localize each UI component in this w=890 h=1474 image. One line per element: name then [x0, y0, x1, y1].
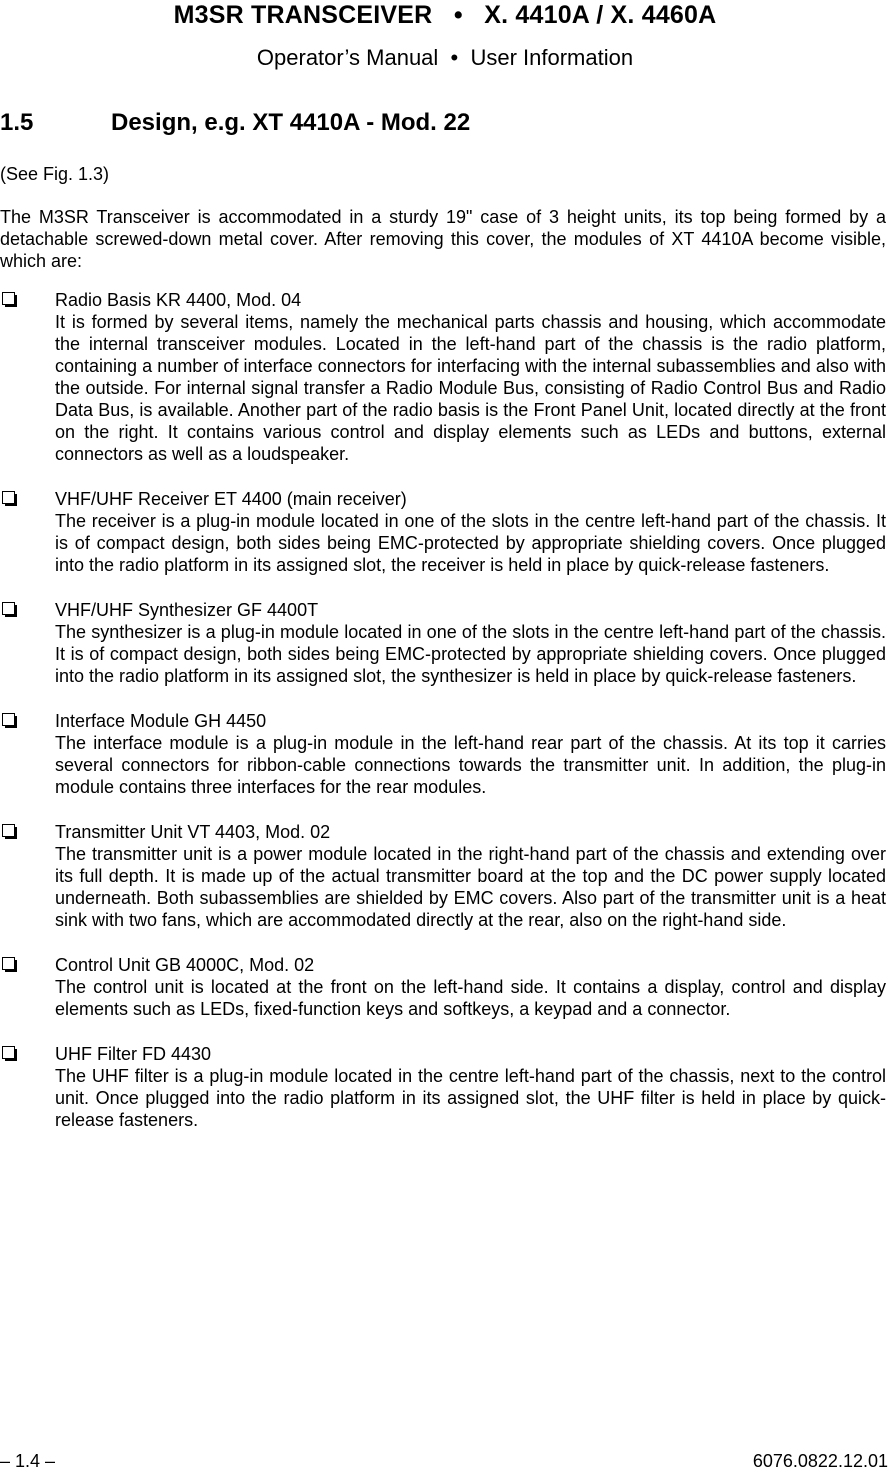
checkbox-bullet-icon [2, 602, 15, 615]
list-item [0, 488, 886, 576]
list-item [0, 954, 886, 1020]
module-description: The synthesizer is a plug-in module located in one of the slots in the centre left-hand part of the chassis. It is of compact design, both sides being EMC-protected by appropriate shielding covers. Once plugged into the radio platform in its assigned slot, the synthesizer is held in place by quick-release fasteners. [55, 622, 886, 686]
checkbox-bullet-icon [2, 824, 15, 837]
module-name: Transmitter Unit VT 4403, Mod. 02 [55, 822, 331, 842]
module-name: VHF/UHF Receiver ET 4400 (main receiver) [55, 489, 407, 509]
module-list [0, 289, 886, 1154]
section-title: Design, e.g. XT 4410A - Mod. 22 [111, 109, 471, 136]
section-heading [0, 106, 470, 140]
module-name: Control Unit GB 4000C, Mod. 02 [55, 955, 315, 975]
module-description: The UHF filter is a plug-in module located in the centre left-hand part of the chassis, next to the control unit. Once plugged into the radio platform in its assigned slot, the UHF filter is held in place by quick-release fasteners. [55, 1066, 886, 1130]
list-item [0, 821, 886, 931]
module-description: The control unit is located at the front on the left-hand side. It contains a display, control and display elements such as LEDs, fixed-function keys and softkeys, a keypad and a connector. [55, 977, 886, 1019]
list-item [0, 710, 886, 798]
page-number: – 1.4 – [0, 1451, 56, 1471]
module-name: VHF/UHF Synthesizer GF 4400T [55, 600, 319, 620]
module-description: The interface module is a plug-in module in the left-hand rear part of the chassis. At its top it carries several connectors for ribbon-cable connections towards the transmitter unit. In addition, the plug-in module contains three interfaces for the rear modules. [55, 733, 886, 797]
document-number: 6076.0822.12.01 [752, 1451, 888, 1471]
module-description: It is formed by several items, namely the mechanical parts chassis and housing, which accommodate the internal transceiver modules. Located in the left-hand part of the chassis is the radio platform, containing a number of interface connectors for interfacing with the internal subassemblies and also with the outside. For internal signal transfer a Radio Module Bus, consisting of Radio Control Bus and Radio Data Bus, is available. Another part of the radio basis is the Front Panel Unit, located directly at the front on the right. It contains various control and display elements such as LEDs and buttons, external connectors as well as a loudspeaker. [55, 312, 886, 464]
section-number: 1.5 [0, 109, 34, 136]
list-item [0, 289, 886, 465]
checkbox-bullet-icon [2, 491, 15, 504]
module-name: Interface Module GH 4450 [55, 711, 267, 731]
figure-reference: (See Fig. 1.3) [0, 164, 110, 184]
module-description: The transmitter unit is a power module located in the right-hand part of the chassis and extending over its full depth. It is made up of the actual transmitter board at the top and the DC power supply located underneath. Both subassemblies are shielded by EMC covers. Also part of the transmitter unit is a heat sink with two fans, which are accommodated directly at the rear, also on the right-hand side. [55, 844, 886, 930]
module-name: UHF Filter FD 4430 [55, 1044, 212, 1064]
checkbox-bullet-icon [2, 292, 15, 305]
module-description: The receiver is a plug-in module located in one of the slots in the centre left-hand part of the chassis. It is of compact design, both sides being EMC-protected by appropriate shielding covers. Once plugged into the radio platform in its assigned slot, the receiver is held in place by quick-release fasteners. [55, 511, 886, 575]
list-item [0, 1043, 886, 1131]
checkbox-bullet-icon [2, 1046, 15, 1059]
intro-paragraph: The M3SR Transceiver is accommodated in a sturdy 19" case of 3 height units, its top being formed by a detachable screwed-down metal cover. After removing this cover, the modules of XT 4410A become visible, which are: [0, 207, 886, 271]
page-header-title: M3SR TRANSCEIVER • X. 4410A / X. 4460A [173, 1, 717, 29]
checkbox-bullet-icon [2, 957, 15, 970]
module-name: Radio Basis KR 4400, Mod. 04 [55, 290, 302, 310]
list-item [0, 599, 886, 687]
checkbox-bullet-icon [2, 713, 15, 726]
page-header-subtitle: Operator’s Manual • User Information [256, 45, 634, 70]
